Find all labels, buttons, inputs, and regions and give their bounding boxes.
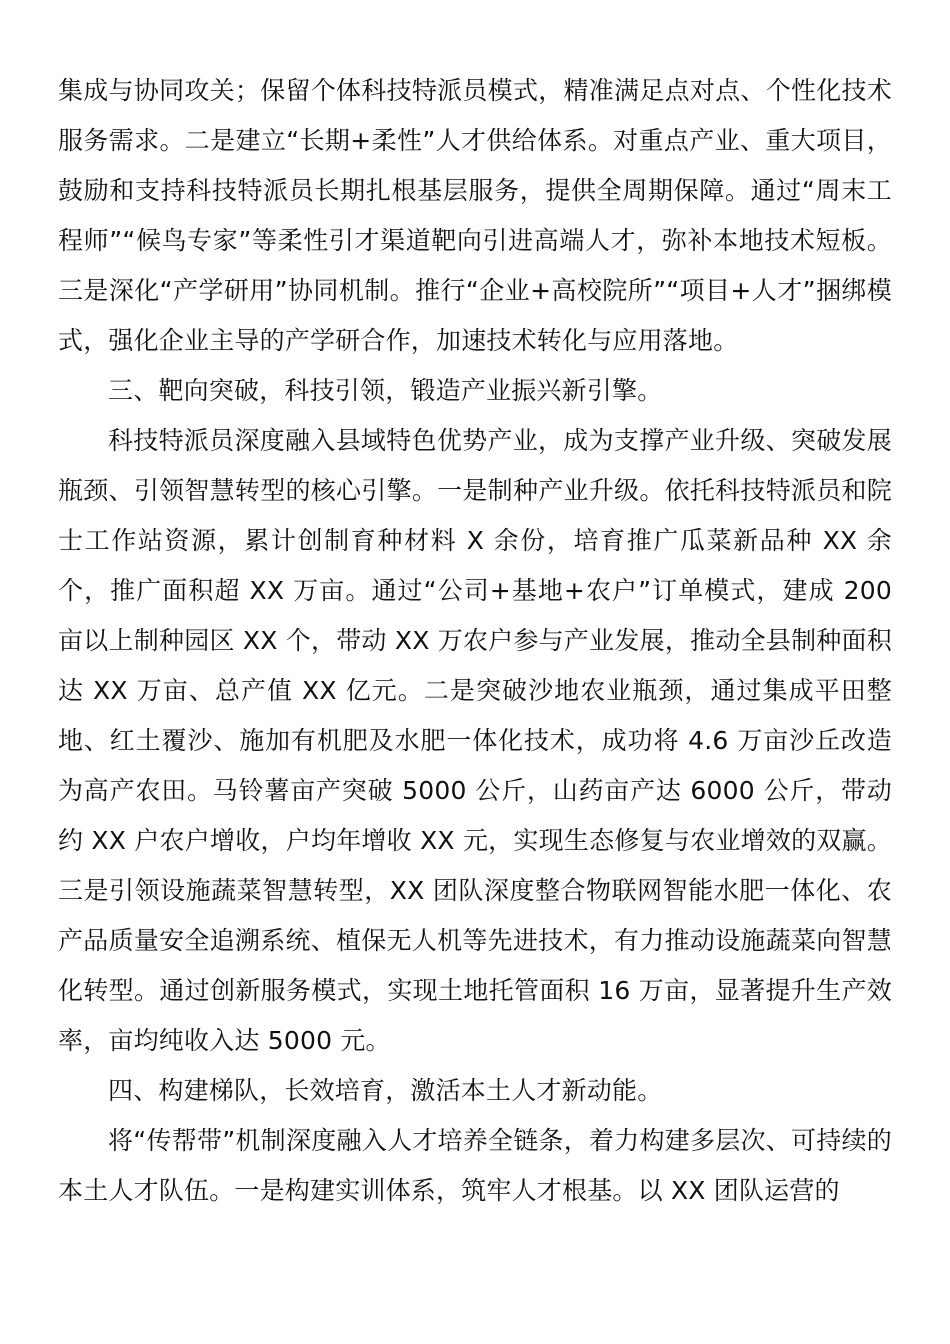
section-heading-3: 三、靶向突破，科技引领，锻造产业振兴新引擎。 <box>108 376 663 405</box>
section-heading-4: 四、构建梯队，长效培育，激活本土人才新动能。 <box>108 1076 663 1105</box>
paragraph-3: 科技特派员深度融入县域特色优势产业，成为支撑产业升级、突破发展瓶颈、引领智慧转型的核心引擎。一是制种产业升级。依托科技特派员和院士工作站资源，累计创制育种材料 X 余份，培育推广瓜菜新品种 XX 余个，推广面积超 XX 万亩。通过“公司+基地+农户”订单模式，建成 200 亩以上制种园区 XX 个，带动 XX 万农户参与产业发展，推动全县制种面积达 XX 万亩、总产值 XX 亿元。二是突破沙地农业瓶颈，通过集成平田整地、红土覆沙、施加有机肥及水肥一体化技术，成功将 4.6 万亩沙丘改造为高产农田。马铃薯亩产突破 5000 公斤，山药亩产达 6000 公斤，带动约 XX 户农户增收，户均年增收 XX 元，实现生态修复与农业增效的双赢。三是引领设施蔬菜智慧转型，XX 团队深度整合物联网智能水肥一体化、农产品质量安全追溯系统、植保无人机等先进技术，有力推动设施蔬菜向智慧化转型。通过创新服务模式，实现土地托管面积 16 万亩，显著提升生产效率，亩均纯收入达 5000 元。 <box>58 426 892 1055</box>
paragraph-4: 将“传帮带”机制深度融入人才培养全链条，着力构建多层次、可持续的本土人才队伍。一是构建实训体系，筑牢人才根基。以 XX 团队运营的 <box>58 1126 892 1205</box>
paragraph-1: 集成与协同攻关；保留个体科技特派员模式，精准满足点对点、个性化技术服务需求。二是建立“长期+柔性”人才供给体系。对重点产业、重大项目，鼓励和支持科技特派员长期扎根基层服务，提供全周期保障。通过“周末工程师”“候鸟专家”等柔性引才渠道靶向引进高端人才，弥补本地技术短板。三是深化“产学研用”协同机制。推行“企业+高校院所”“项目+人才”捆绑模式，强化企业主导的产学研合作，加速技术转化与应用落地。 <box>58 76 892 355</box>
document-page <box>58 66 892 1216</box>
